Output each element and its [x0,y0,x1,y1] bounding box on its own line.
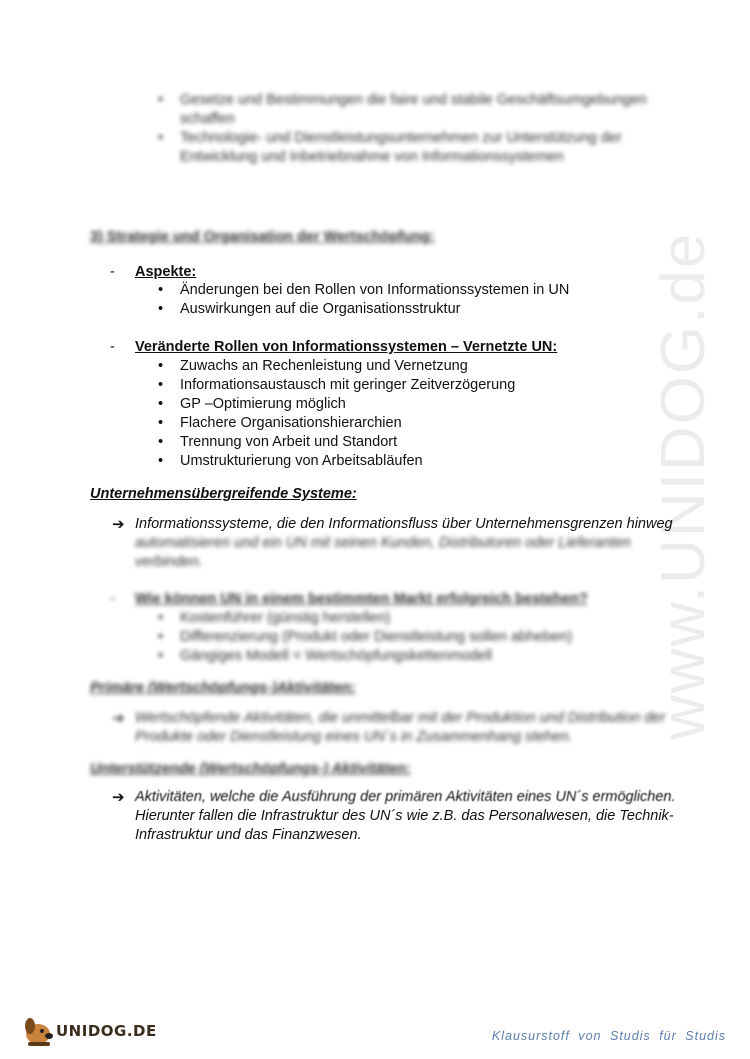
logo-text: UNIDOG.DE [56,1022,157,1040]
list-item: • Gesetze und Bestimmungen die faire und stabile Geschäftsumgebungen [180,91,647,110]
dash-marker: - [110,339,115,355]
section-heading: 3) Strategie und Organisation der Wertschöpfung: [90,229,435,245]
aspekte-heading: Aspekte: [135,264,197,280]
list-item: • Trennung von Arbeit und Standort [180,433,397,452]
list-item: • GP –Optimierung möglich [180,395,346,414]
definition-line: Aktivitäten, welche die Ausführung der primären Aktivitäten eines UN´s ermöglichen. [135,789,676,805]
list-item: • Differenzierung (Produkt oder Dienstleistung sollen abheben) [180,628,572,647]
list-item: • Änderungen bei den Rollen von Informationssystemen in UN [180,281,569,300]
list-item: • Gängiges Modell = Wertschöpfungskettenmodell [180,647,492,666]
primaer-heading: Primäre (Wertschöpfungs-)Aktivitäten: [90,680,356,696]
definition-line: Informationssysteme, die den Informationsfluss über Unternehmensgrenzen hinweg [135,516,673,532]
definition-line: automatisieren und ein UN mit seinen Kunden, Distributoren oder Lieferanten [135,535,631,551]
list-item: • Zuwachs an Rechenleistung und Vernetzung [180,357,468,376]
definition-line: Produkte oder Dienstleistung eines UN´s in Zusammenhang stehen. [135,729,573,745]
list-item: • Auswirkungen auf die Organisationsstruktur [180,300,460,319]
list-item-continuation: schaffen [180,111,235,127]
unidog-logo [22,1014,157,1048]
watermark: www.UNIDOG.de [649,231,718,740]
arrow-right-icon: ➔ [112,710,125,727]
list-item-continuation: Entwicklung und Inbetriebnahme von Informationssystemen [180,149,564,165]
list-item: • Kostenführer (günstig herstellen) [180,609,390,628]
footer-tagline: Klausurstoff von Studis für Studis [491,1029,726,1043]
uebergreifend-heading: Unternehmensübergreifende Systeme: [90,486,357,502]
unterstuetzend-heading: Unterstützende (Wertschöpfungs-) Aktivitäten: [90,761,411,777]
list-item: • Informationsaustausch mit geringer Zeitverzögerung [180,376,515,395]
definition-line: Wertschöpfende Aktivitäten, die unmittelbar mit der Produktion und Distribution der [135,710,666,726]
arrow-right-icon: ➔ [112,516,125,533]
definition-line: Hierunter fallen die Infrastruktur des UN´s wie z.B. das Personalwesen, die Technik- [135,808,674,824]
list-item: • Technologie- und Dienstleistungsunternehmen zur Unterstützung der [180,129,622,148]
list-item: • Umstrukturierung von Arbeitsabläufen [180,452,423,471]
definition-line: verbinden. [135,554,203,570]
arrow-right-icon: ➔ [112,789,125,806]
rollen-heading: Veränderte Rollen von Informationssystemen – Vernetzte UN: [135,339,558,355]
dash-marker: - [110,591,115,607]
dash-marker: - [110,264,115,280]
list-item: • Flachere Organisationshierarchien [180,414,402,433]
markt-heading: Wie können UN in einem bestimmten Markt erfolgreich bestehen? [135,591,588,607]
definition-line: Infrastruktur und das Finanzwesen. [135,827,362,843]
